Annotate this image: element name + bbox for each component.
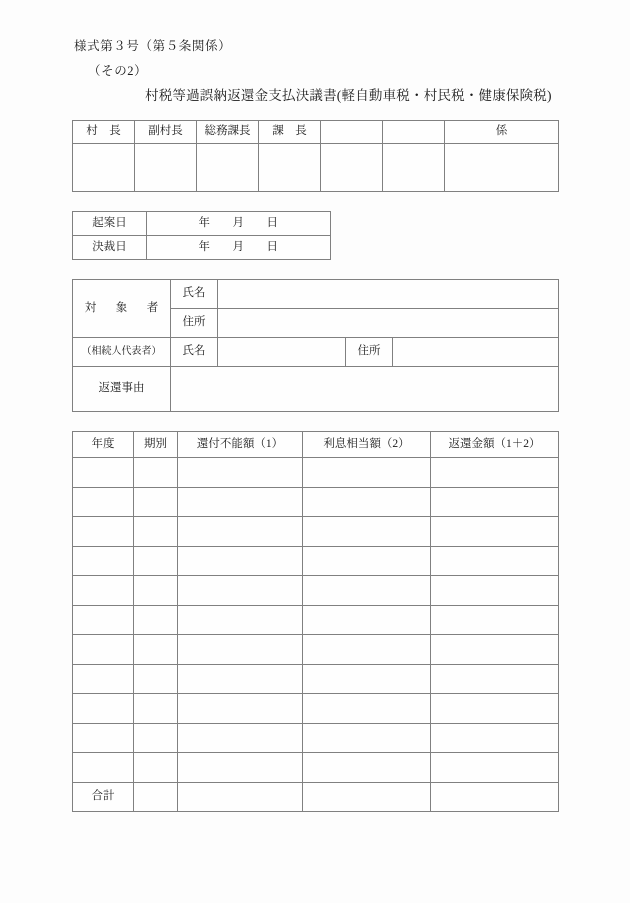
amount-cell-nonrefundable[interactable] <box>178 546 303 576</box>
subject-person-table <box>72 279 559 412</box>
amount-cell-nonrefundable[interactable] <box>178 487 303 517</box>
stamp-header-section-chief: 課 長 <box>259 121 321 144</box>
amount-cell-term[interactable] <box>134 487 178 517</box>
amount-cell-interest[interactable] <box>303 576 431 606</box>
approval-date-day: 日 <box>266 240 279 253</box>
heir-representative-row <box>73 338 559 367</box>
stamp-box-blank-1[interactable] <box>321 144 383 192</box>
return-reason-value[interactable] <box>171 367 559 412</box>
amount-cell-nonrefundable[interactable] <box>178 458 303 488</box>
stamp-header-clerk: 係 <box>445 121 559 144</box>
amount-cell-nonrefundable[interactable] <box>178 753 303 783</box>
amount-total-total[interactable] <box>431 782 559 812</box>
table-row <box>73 664 559 694</box>
approval-date-month: 月 <box>232 240 245 253</box>
amount-cell-fiscal-year[interactable] <box>73 458 134 488</box>
table-row <box>73 605 559 635</box>
return-reason-label: 返還事由 <box>73 367 171 412</box>
amount-cell-total[interactable] <box>431 694 559 724</box>
stamp-box-section-chief[interactable] <box>259 144 321 192</box>
amount-total-row <box>73 782 559 812</box>
date-table <box>72 211 331 260</box>
amount-cell-nonrefundable[interactable] <box>178 517 303 547</box>
approval-stamp-table <box>72 120 559 192</box>
table-row <box>73 458 559 488</box>
form-sub-number: （その2） <box>88 64 148 78</box>
amount-cell-term[interactable] <box>134 517 178 547</box>
amount-cell-term[interactable] <box>134 664 178 694</box>
stamp-box-village-mayor[interactable] <box>73 144 135 192</box>
stamp-header-village-mayor: 村 長 <box>73 121 135 144</box>
amount-cell-term[interactable] <box>134 605 178 635</box>
stamp-header-blank-1 <box>321 121 383 144</box>
amount-header-nonrefundable: 還付不能額（1） <box>178 432 303 458</box>
amount-cell-interest[interactable] <box>303 694 431 724</box>
amount-cell-total[interactable] <box>431 635 559 665</box>
amount-cell-total[interactable] <box>431 576 559 606</box>
stamp-header-row <box>73 121 559 144</box>
amount-cell-fiscal-year[interactable] <box>73 487 134 517</box>
amount-cell-fiscal-year[interactable] <box>73 546 134 576</box>
refund-amount-table <box>72 431 559 812</box>
table-row <box>73 487 559 517</box>
amount-cell-total[interactable] <box>431 487 559 517</box>
target-person-label <box>73 280 171 338</box>
table-row <box>73 517 559 547</box>
amount-cell-total[interactable] <box>431 546 559 576</box>
target-address-label: 住所 <box>171 309 218 338</box>
target-name-label: 氏名 <box>171 280 218 309</box>
amount-header-total: 返還金額（1＋2） <box>431 432 559 458</box>
amount-cell-fiscal-year[interactable] <box>73 517 134 547</box>
amount-cell-term[interactable] <box>134 753 178 783</box>
stamp-header-general-affairs-chief: 総務課長 <box>197 121 259 144</box>
amount-cell-interest[interactable] <box>303 517 431 547</box>
amount-header-term: 期別 <box>134 432 178 458</box>
approval-date-field[interactable] <box>147 236 331 260</box>
amount-cell-interest[interactable] <box>303 723 431 753</box>
stamp-header-blank-2 <box>383 121 445 144</box>
amount-header-fiscal-year: 年度 <box>73 432 134 458</box>
amount-cell-total[interactable] <box>431 458 559 488</box>
drafting-date-month: 月 <box>232 216 245 229</box>
drafting-date-year: 年 <box>198 216 211 229</box>
amount-header-interest: 利息相当額（2） <box>303 432 431 458</box>
stamp-box-row <box>73 144 559 192</box>
target-person-label-text: 対 象 者 <box>84 301 163 314</box>
amount-cell-nonrefundable[interactable] <box>178 576 303 606</box>
amount-table-body <box>73 458 559 812</box>
heir-name-value[interactable] <box>218 338 346 367</box>
heir-representative-label: （相続人代表者） <box>73 338 171 367</box>
amount-cell-fiscal-year[interactable] <box>73 753 134 783</box>
amount-cell-nonrefundable[interactable] <box>178 635 303 665</box>
amount-cell-total[interactable] <box>431 723 559 753</box>
amount-cell-fiscal-year[interactable] <box>73 635 134 665</box>
stamp-box-clerk[interactable] <box>445 144 559 192</box>
drafting-date-label: 起案日 <box>73 212 147 236</box>
amount-cell-fiscal-year[interactable] <box>73 605 134 635</box>
target-address-value[interactable] <box>218 309 559 338</box>
approval-date-year: 年 <box>198 240 211 253</box>
table-row <box>73 723 559 753</box>
amount-cell-total[interactable] <box>431 517 559 547</box>
amount-cell-interest[interactable] <box>303 635 431 665</box>
table-row <box>73 576 559 606</box>
amount-cell-term[interactable] <box>134 694 178 724</box>
drafting-date-day: 日 <box>266 216 279 229</box>
amount-cell-interest[interactable] <box>303 546 431 576</box>
table-row <box>73 635 559 665</box>
heir-address-label: 住所 <box>346 338 393 367</box>
table-row <box>73 694 559 724</box>
form-number: 様式第３号（第５条関係） <box>74 39 232 53</box>
return-reason-row <box>73 367 559 412</box>
amount-cell-interest[interactable] <box>303 458 431 488</box>
amount-cell-total[interactable] <box>431 664 559 694</box>
stamp-box-general-affairs-chief[interactable] <box>197 144 259 192</box>
drafting-date-field[interactable] <box>147 212 331 236</box>
amount-cell-interest[interactable] <box>303 664 431 694</box>
table-row <box>73 753 559 783</box>
amount-cell-term[interactable] <box>134 546 178 576</box>
amount-cell-total[interactable] <box>431 753 559 783</box>
amount-cell-nonrefundable[interactable] <box>178 723 303 753</box>
stamp-box-deputy-mayor[interactable] <box>135 144 197 192</box>
amount-cell-nonrefundable[interactable] <box>178 664 303 694</box>
amount-cell-nonrefundable[interactable] <box>178 605 303 635</box>
heir-address-value[interactable] <box>393 338 559 367</box>
amount-cell-term[interactable] <box>134 576 178 606</box>
amount-cell-fiscal-year[interactable] <box>73 694 134 724</box>
approval-date-label: 決裁日 <box>73 236 147 260</box>
amount-cell-nonrefundable[interactable] <box>178 694 303 724</box>
stamp-header-deputy-mayor: 副村長 <box>135 121 197 144</box>
target-name-row <box>73 280 559 309</box>
table-row <box>73 546 559 576</box>
target-name-value[interactable] <box>218 280 559 309</box>
amount-cell-term[interactable] <box>134 635 178 665</box>
amount-cell-interest[interactable] <box>303 753 431 783</box>
amount-total-interest[interactable] <box>303 782 431 812</box>
stamp-box-blank-2[interactable] <box>383 144 445 192</box>
amount-cell-interest[interactable] <box>303 605 431 635</box>
drafting-date-row <box>73 212 331 236</box>
amount-cell-fiscal-year[interactable] <box>73 576 134 606</box>
amount-total-nonrefundable[interactable] <box>178 782 303 812</box>
amount-header-row <box>73 432 559 458</box>
amount-cell-term[interactable] <box>134 723 178 753</box>
amount-cell-fiscal-year[interactable] <box>73 664 134 694</box>
heir-name-label: 氏名 <box>171 338 218 367</box>
amount-total-label: 合計 <box>73 782 134 812</box>
amount-total-term[interactable] <box>134 782 178 812</box>
amount-cell-term[interactable] <box>134 458 178 488</box>
document-title: 村税等過誤納返還金支払決議書(軽自動車税・村民税・健康保険税) <box>145 88 552 103</box>
amount-cell-fiscal-year[interactable] <box>73 723 134 753</box>
amount-cell-total[interactable] <box>431 605 559 635</box>
approval-date-row <box>73 236 331 260</box>
amount-cell-interest[interactable] <box>303 487 431 517</box>
